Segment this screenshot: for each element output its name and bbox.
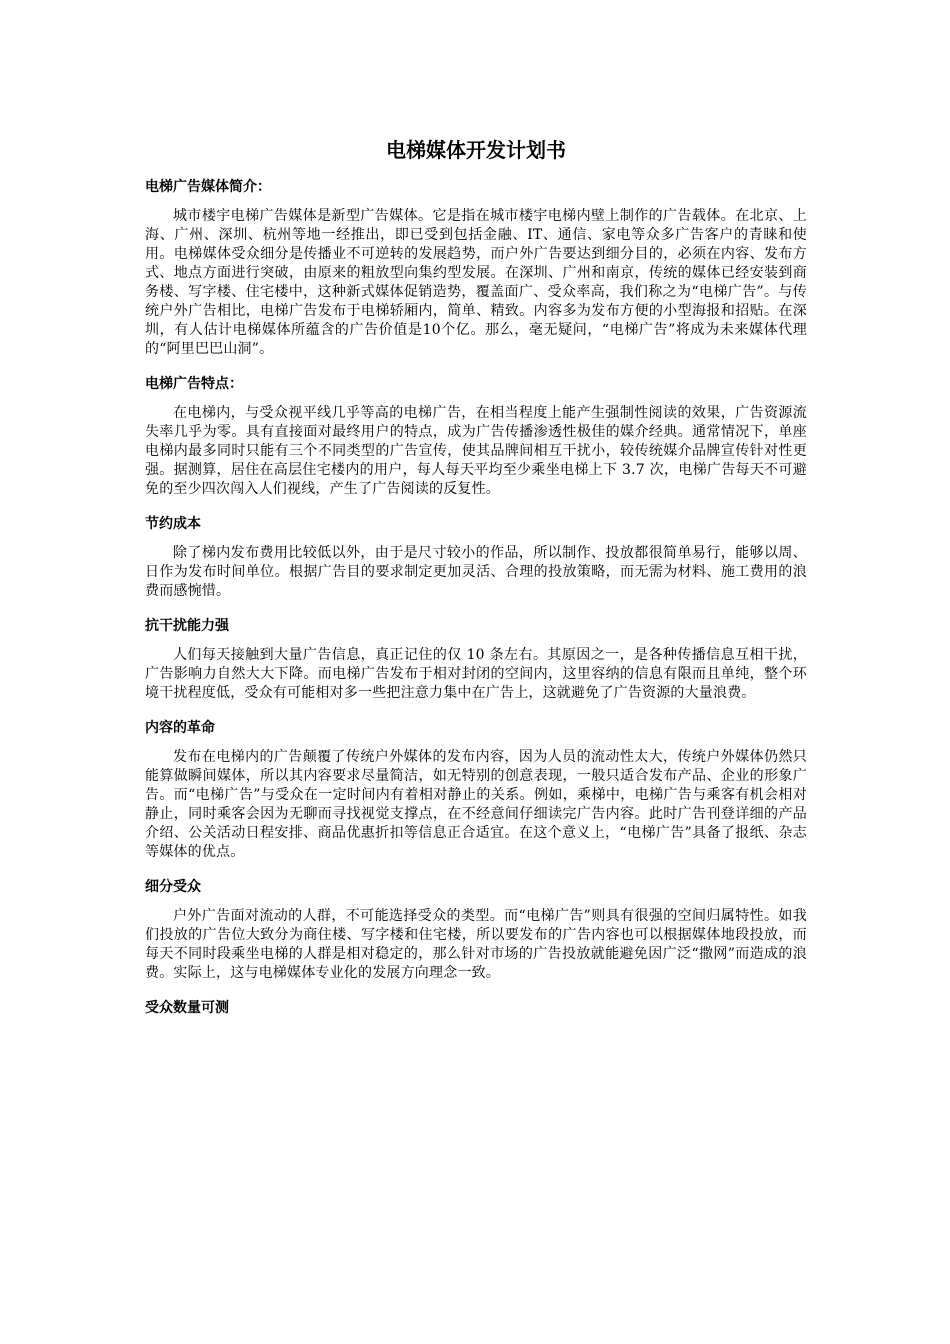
section-paragraph: 户外广告面对流动的人群，不可能选择受众的类型。而“电梯广告”则具有很强的空间归属特性。如我们投放的广告位大致分为商住楼、写字楼和住宅楼，所以要发布的广告内容也可以根据媒体地段投放，而每天不同时段乘坐电梯的人群是相对稳定的，那么针对市场的广告投放就能避免因广泛“撒网”而造成的浪费。实际上，这与电梯媒体专业化的发展方向理念一致。 (145, 908, 807, 981)
section-anti-interference (145, 616, 807, 703)
section-audience-segmentation (145, 877, 807, 983)
section-heading: 受众数量可测 (145, 1000, 229, 1016)
section-paragraph: 在电梯内，与受众视平线几乎等高的电梯广告，在相当程度上能产生强制性阅读的效果，广告资源流失率几乎为零。具有直接面对最终用户的特点，成为广告传播渗透性极佳的媒介经典。通常情况下，单座电梯内最多同时只能有三个不同类型的广告宣传，使其品牌间相互干扰小，较传统媒介品牌宣传针对性更强。据测算，居住在高层住宅楼内的用户，每人每天平均至少乘坐电梯上下 3.7 次，电梯广告每天不可避免的至少四次闯入人们视线，产生了广告阅读的反复性。 (145, 405, 807, 497)
section-measurable-audience (145, 998, 807, 1018)
section-content-revolution (145, 718, 807, 862)
section-heading: 内容的革命 (145, 720, 215, 736)
document-page (145, 125, 807, 1028)
section-heading: 细分受众 (145, 879, 201, 895)
section-intro (145, 177, 807, 359)
section-paragraph: 发布在电梯内的广告颠覆了传统户外媒体的发布内容，因为人员的流动性太大，传统户外媒体仍然只能算做瞬间媒体，所以其内容要求尽量简洁，如无特别的创意表现，一般只适合发布产品、企业的形象广告。而“电梯广告”与受众在一定时间内有着相对静止的关系。例如，乘梯中，电梯广告与乘客有机会相对静止，同时乘客会因为无聊而寻找视觉支撑点，在不经意间仔细读完广告内容。此时广告刊登详细的产品介绍、公关活动日程安排、商品优惠折扣等信息正合适宜。在这个意义上，“电梯广告”具备了报纸、杂志等媒体的优点。 (145, 749, 807, 860)
section-paragraph: 除了梯内发布费用比较低以外，由于是尺寸较小的作品，所以制作、投放都很简单易行，能够以周、日作为发布时间单位。根据广告目的要求制定更加灵活、合理的投放策略，而无需为材料、施工费用的浪费而感惋惜。 (145, 545, 807, 599)
document-title: 电梯媒体开发计划书 (386, 138, 566, 162)
section-features (145, 374, 807, 499)
section-heading: 电梯广告特点： (145, 376, 243, 392)
section-cost-saving (145, 514, 807, 601)
section-paragraph: 人们每天接触到大量广告信息，真正记住的仅 10 条左右。其原因之一，是各种传播信息互相干扰，广告影响力自然大大下降。而电梯广告发布于相对封闭的空间内，这里容纳的信息有限而且单纯，整个环境干扰程度低，受众有可能相对多一些把注意力集中在广告上，这就避免了广告资源的大量浪费。 (145, 647, 807, 701)
section-paragraph: 城市楼宇电梯广告媒体是新型广告媒体。它是指在城市楼宇电梯内壁上制作的广告载体。在北京、上海、广州、深圳、杭州等地一经推出，即已受到包括金融、IT、通信、家电等众多广告客户的青睐和使用。电梯媒体受众细分是传播业不可逆转的发展趋势，而户外广告要达到细分目的，必须在内容、发布方式、地点方面进行突破，由原来的粗放型向集约型发展。在深圳、广州和南京，传统的媒体已经安装到商务楼、写字楼、住宅楼中，这种新式媒体促销造势，覆盖面广、受众率高，我们称之为“电梯广告”。与传统户外广告相比，电梯广告发布于电梯轿厢内，简单、精致。内容多为发布方便的小型海报和招贴。在深圳，有人估计电梯媒体所蕴含的广告价值是10个亿。那么，毫无疑问，“电梯广告”将成为未来媒体代理的“阿里巴巴山洞”。 (145, 208, 807, 357)
section-heading: 节约成本 (145, 516, 201, 532)
section-heading: 抗干扰能力强 (145, 618, 229, 634)
section-heading: 电梯广告媒体简介： (145, 179, 271, 195)
